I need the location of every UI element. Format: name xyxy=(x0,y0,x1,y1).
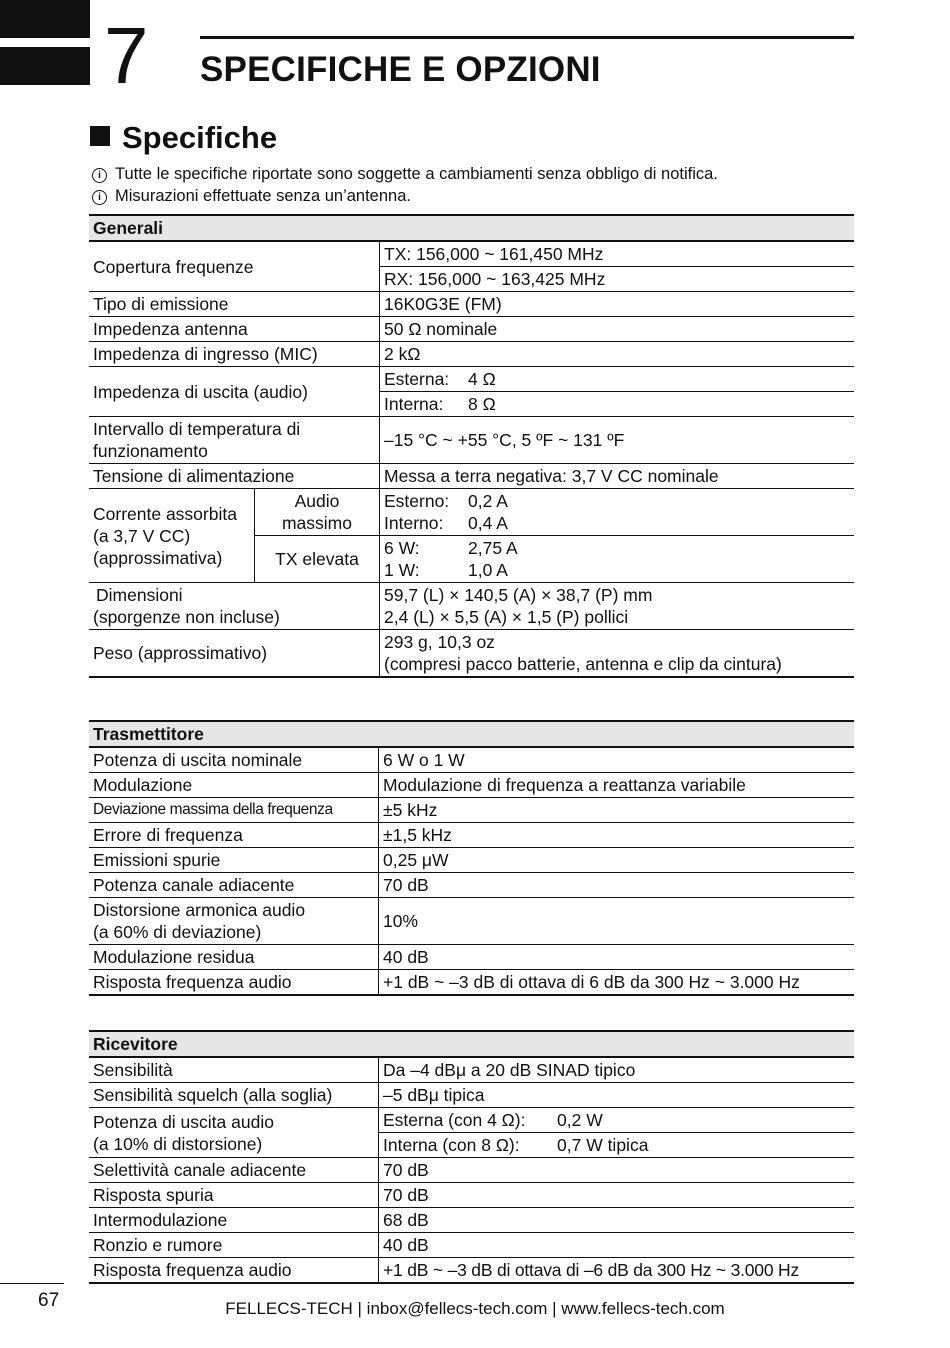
chapter-tab-bottom xyxy=(0,47,90,85)
page-number: 67 xyxy=(38,1290,60,1311)
table-row: Potenza di uscita nominale 6 W o 1 W xyxy=(89,747,854,773)
table-trasmettitore xyxy=(89,720,854,996)
page-number-rule xyxy=(0,1283,64,1284)
table-row: Copertura frequenze TX: 156,000 ~ 161,450 MHz xyxy=(89,241,854,267)
table-row: Distorsione armonica audio (a 60% di deviazione) 10% xyxy=(89,898,854,945)
table-row: Sensibilità Da –4 dBμ a 20 dB SINAD tipico xyxy=(89,1057,854,1083)
square-bullet-icon xyxy=(90,126,110,146)
section-title: Specifiche xyxy=(90,120,277,156)
chapter-rule xyxy=(200,36,854,39)
table-row: Risposta frequenza audio +1 dB ~ –3 dB di ottava di –6 dB da 300 Hz ~ 3.000 Hz xyxy=(89,1258,854,1284)
info-icon: i xyxy=(92,168,107,183)
table-row: Intervallo di temperatura di funzionamento –15 °C ~ +55 °C, 5 ºF ~ 131 ºF xyxy=(89,417,854,464)
table-row: RX: 156,000 ~ 163,425 MHz xyxy=(89,267,854,292)
table-row: Dimensioni (sporgenze non incluse) 59,7 (L) × 140,5 (A) × 38,7 (P) mm 2,4 (L) × 5,5 (A) × 1,5 (P) pollici xyxy=(89,583,854,630)
note-1: i Tutte le specifiche riportate sono soggette a cambiamenti senza obbligo di notifica. xyxy=(92,164,718,184)
table-row: Risposta frequenza audio +1 dB ~ –3 dB di ottava di 6 dB da 300 Hz ~ 3.000 Hz xyxy=(89,970,854,996)
table-row: Deviazione massima della frequenza ±5 kHz xyxy=(89,798,854,823)
table-row: Potenza di uscita audio (a 10% di distorsione) Esterna (con 4 Ω): 0,2 W xyxy=(89,1108,854,1133)
table-row: Risposta spuria 70 dB xyxy=(89,1183,854,1208)
table-row: Sensibilità squelch (alla soglia) –5 dBμ tipica xyxy=(89,1083,854,1108)
table-row: Intermodulazione 68 dB xyxy=(89,1208,854,1233)
table-ricevitore xyxy=(89,1030,854,1284)
table-row: Emissioni spurie 0,25 μW xyxy=(89,848,854,873)
table-row: Interna: 8 Ω xyxy=(89,392,854,417)
table-row: Impedenza di ingresso (MIC) 2 kΩ xyxy=(89,342,854,367)
table-row: Ronzio e rumore 40 dB xyxy=(89,1233,854,1258)
table-row: Interna (con 8 Ω): 0,7 W tipica xyxy=(89,1133,854,1158)
table-header: Generali xyxy=(89,215,854,241)
table-header: Trasmettitore xyxy=(89,721,854,747)
table-row: TX elevata 6 W: 2,75 A 1 W: 1,0 A xyxy=(89,536,854,583)
table-header: Ricevitore xyxy=(89,1031,854,1057)
table-row: Modulazione Modulazione di frequenza a reattanza variabile xyxy=(89,773,854,798)
table-row: Tipo di emissione 16K0G3E (FM) xyxy=(89,292,854,317)
note-2: i Misurazioni effettuate senza un’antenna. xyxy=(92,186,411,206)
table-row: Impedenza antenna 50 Ω nominale xyxy=(89,317,854,342)
chapter-title: SPECIFICHE E OPZIONI xyxy=(200,50,601,89)
table-row: Selettività canale adiacente 70 dB xyxy=(89,1158,854,1183)
table-row: Errore di frequenza ±1,5 kHz xyxy=(89,823,854,848)
table-row: Peso (approssimativo) 293 g, 10,3 oz (compresi pacco batterie, antenna e clip da cintura) xyxy=(89,630,854,678)
footer: FELLECS-TECH | inbox@fellecs-tech.com | www.fellecs-tech.com xyxy=(225,1299,725,1318)
table-row: Tensione di alimentazione Messa a terra negativa: 3,7 V CC nominale xyxy=(89,464,854,489)
table-row: Modulazione residua 40 dB xyxy=(89,945,854,970)
table-row: Potenza canale adiacente 70 dB xyxy=(89,873,854,898)
table-generali xyxy=(89,214,854,678)
table-row: Corrente assorbita (a 3,7 V CC) (approssimativa) Audio massimo Esterno: 0,2 A Interno: 0,4 A xyxy=(89,489,854,536)
info-icon: i xyxy=(92,190,107,205)
chapter-number: 7 xyxy=(104,11,149,100)
chapter-tab-top xyxy=(0,0,90,38)
table-row: Impedenza di uscita (audio) Esterna: 4 Ω xyxy=(89,367,854,392)
